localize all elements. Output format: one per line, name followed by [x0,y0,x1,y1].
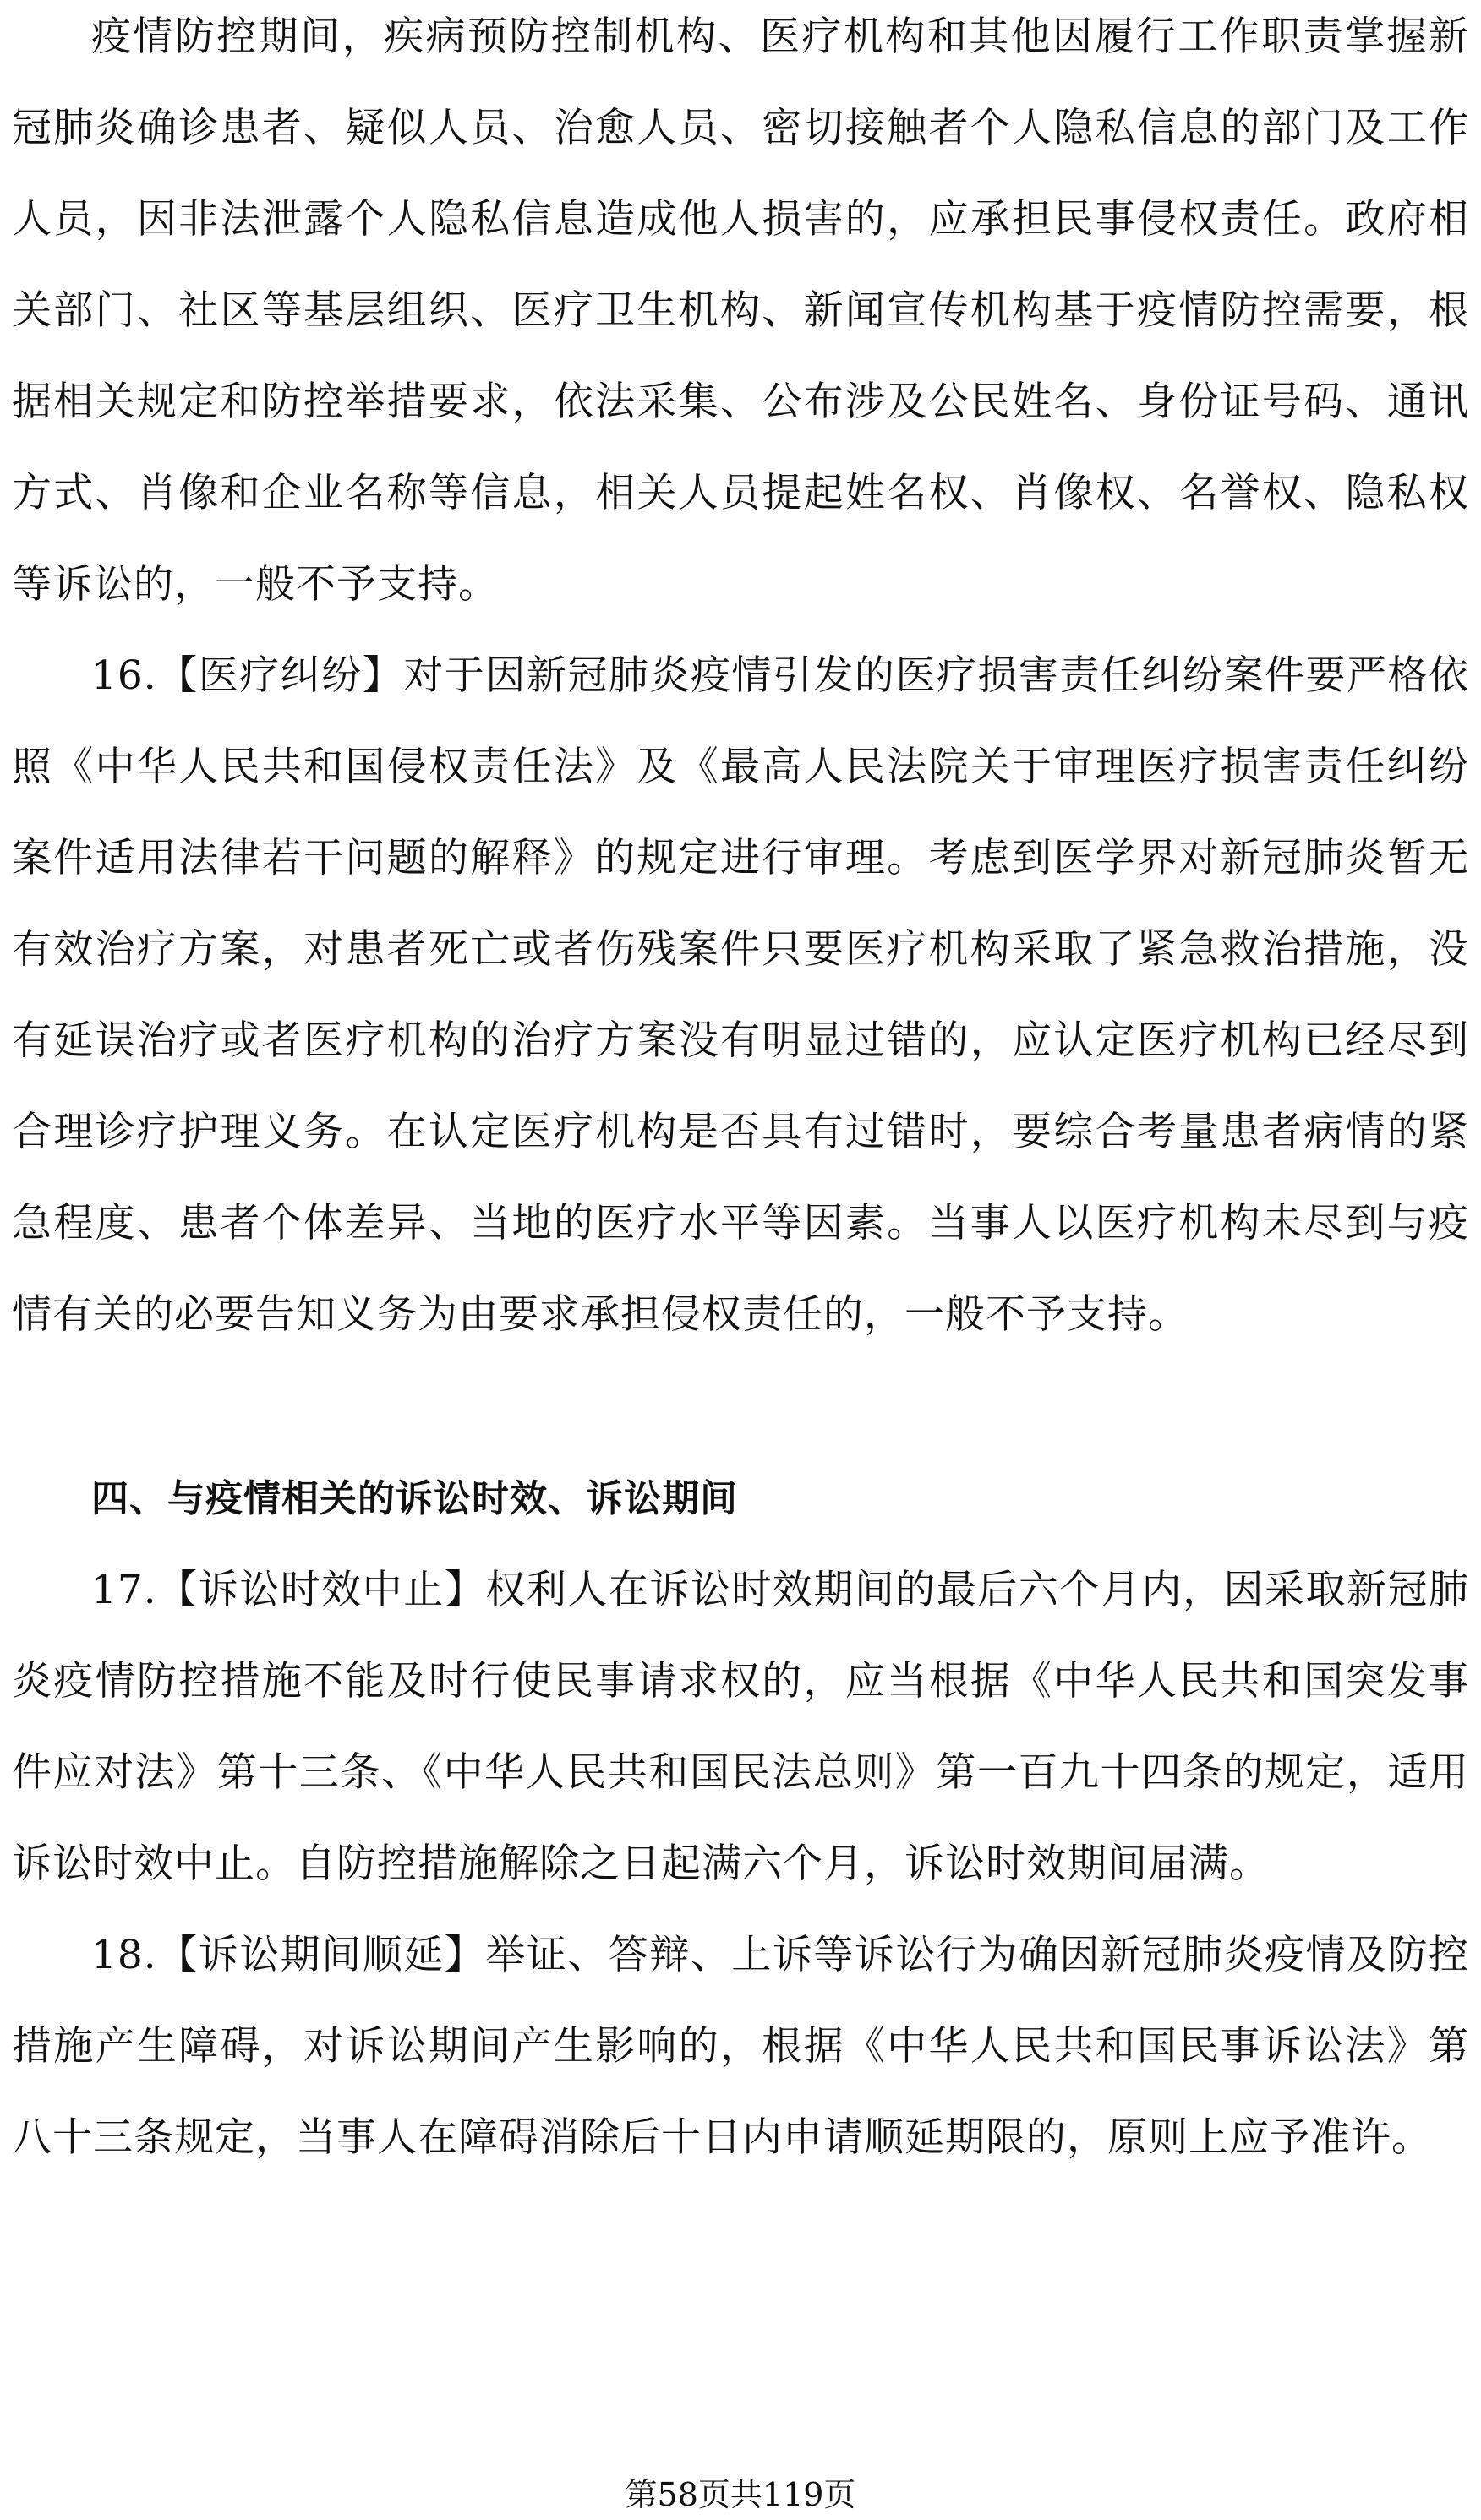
section-heading-4: 四、与疫情相关的诉讼时效、诉讼期间 [91,1477,738,1520]
section-spacer [12,1361,1469,1454]
paragraph-privacy: 疫情防控期间，疾病预防控制机构、医疗机构和其他因履行工作职责掌握新冠肺炎确诊患者、疑似人员、治愈人员、密切接触者个人隐私信息的部门及工作人员，因非法泄露个人隐私信息造成他人损害的，应承担民事侵权责任。政府相关部门、社区等基层组织、医疗卫生机构、新闻宣传机构基于疫情防控需要，根据相关规定和防控举措要求，依法采集、公布涉及公民姓名、身份证号码、通讯方式、肖像和企业名称等信息，相关人员提起姓名权、肖像权、名誉权、隐私权等诉讼的，一般不予支持。 [12,14,1469,608]
document-body [12,0,1469,2184]
page-footer: 第58页共119页 [625,2476,856,2513]
paragraph-article-17: 17.【诉讼时效中止】权利人在诉讼时效期间的最后六个月内，因采取新冠肺炎疫情防控措施不能及时行使民事请求权的，应当根据《中华人民共和国突发事件应对法》第十三条、《中华人民共和国民法总则》第一百九十四条的规定，适用诉讼时效中止。自防控措施解除之日起满六个月，诉讼时效期间届满。 [12,1567,1469,1887]
paragraph-article-18: 18.【诉讼期间顺延】举证、答辩、上诉等诉讼行为确因新冠肺炎疫情及防控措施产生障碍，对诉讼期间产生影响的，根据《中华人民共和国民事诉讼法》第八十三条规定，当事人在障碍消除后十日内申请顺延期限的，原则上应予准许。 [12,1932,1469,2161]
paragraph-article-16: 16.【医疗纠纷】对于因新冠肺炎疫情引发的医疗损害责任纠纷案件要严格依照《中华人民共和国侵权责任法》及《最高人民法院关于审理医疗损害责任纠纷案件适用法律若干问题的解释》的规定进行审理。考虑到医学界对新冠肺炎暂无有效治疗方案，对患者死亡或者伤残案件只要医疗机构采取了紧急救治措施，没有延误治疗或者医疗机构的治疗方案没有明显过错的，应认定医疗机构已经尽到合理诊疗护理义务。在认定医疗机构是否具有过错时，要综合考量患者病情的紧急程度、患者个体差异、当地的医疗水平等因素。当事人以医疗机构未尽到与疫情有关的必要告知义务为由要求承担侵权责任的，一般不予支持。 [12,652,1469,1338]
